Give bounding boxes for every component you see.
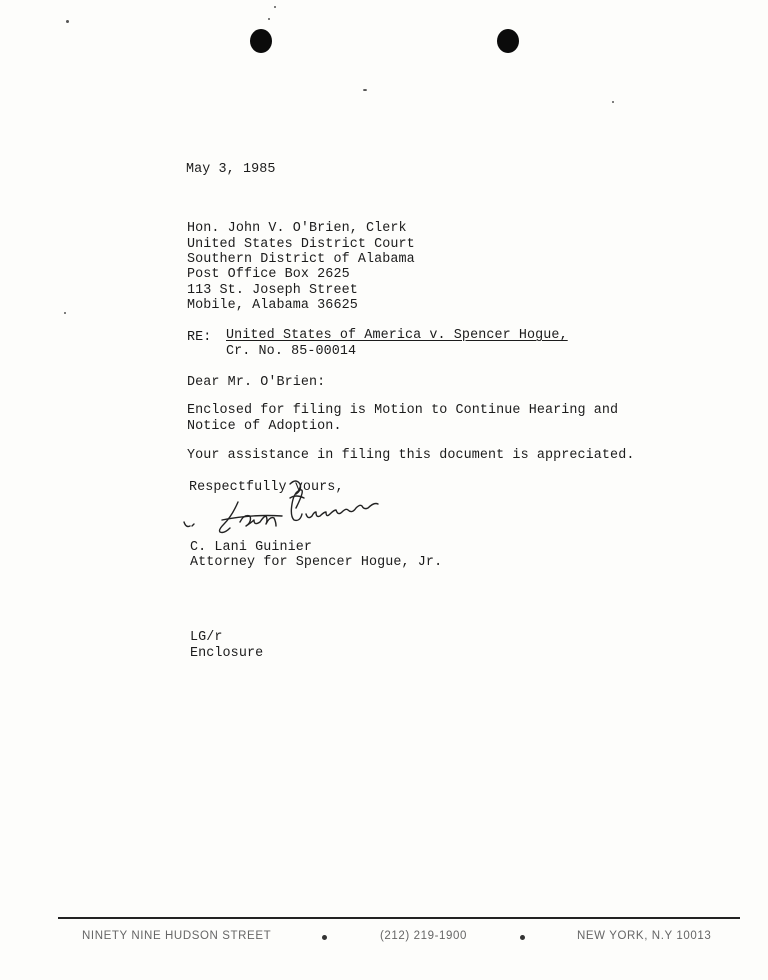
signer-name: C. Lani Guinier [190, 540, 313, 555]
scan-speck [64, 312, 66, 314]
punch-hole-left [250, 29, 272, 53]
footer-bullet-icon [322, 935, 327, 940]
body-paragraph-2: Your assistance in filing this document is appreciated. [187, 448, 635, 463]
handwritten-signature [178, 470, 418, 540]
footer-rule [58, 917, 740, 919]
salutation: Dear Mr. O'Brien: [187, 375, 326, 390]
footer-bullet-icon [520, 935, 525, 940]
closing: Respectfully yours, [189, 480, 344, 495]
recipient-name: Hon. John V. O'Brien, Clerk [187, 221, 407, 236]
recipient-street: 113 St. Joseph Street [187, 283, 358, 298]
scan-speck [66, 20, 69, 23]
letter-date: May 3, 1985 [186, 162, 276, 177]
re-case-number: Cr. No. 85-00014 [226, 344, 357, 359]
re-case-title: United States of America v. Spencer Hogue, [226, 328, 568, 343]
body-paragraph-1-line-2: Notice of Adoption. [187, 419, 342, 434]
footer-address: NINETY NINE HUDSON STREET [82, 930, 272, 942]
reference-initials: LG/r [190, 630, 223, 645]
footer-phone: (212) 219-1900 [380, 930, 468, 942]
punch-hole-right [497, 29, 519, 53]
signer-title: Attorney for Spencer Hogue, Jr. [190, 555, 443, 570]
body-paragraph-1-line-1: Enclosed for filing is Motion to Continue Hearing and [187, 403, 619, 418]
recipient-po-box: Post Office Box 2625 [187, 267, 350, 282]
recipient-court: United States District Court [187, 237, 415, 252]
footer-city: NEW YORK, N.Y 10013 [577, 930, 712, 942]
scan-speck [363, 89, 367, 91]
scan-speck [612, 101, 614, 103]
enclosure-note: Enclosure [190, 646, 264, 661]
scan-speck [268, 18, 270, 20]
recipient-city: Mobile, Alabama 36625 [187, 298, 358, 313]
recipient-district: Southern District of Alabama [187, 252, 415, 267]
re-label: RE: [187, 330, 212, 345]
scan-speck [274, 6, 276, 8]
